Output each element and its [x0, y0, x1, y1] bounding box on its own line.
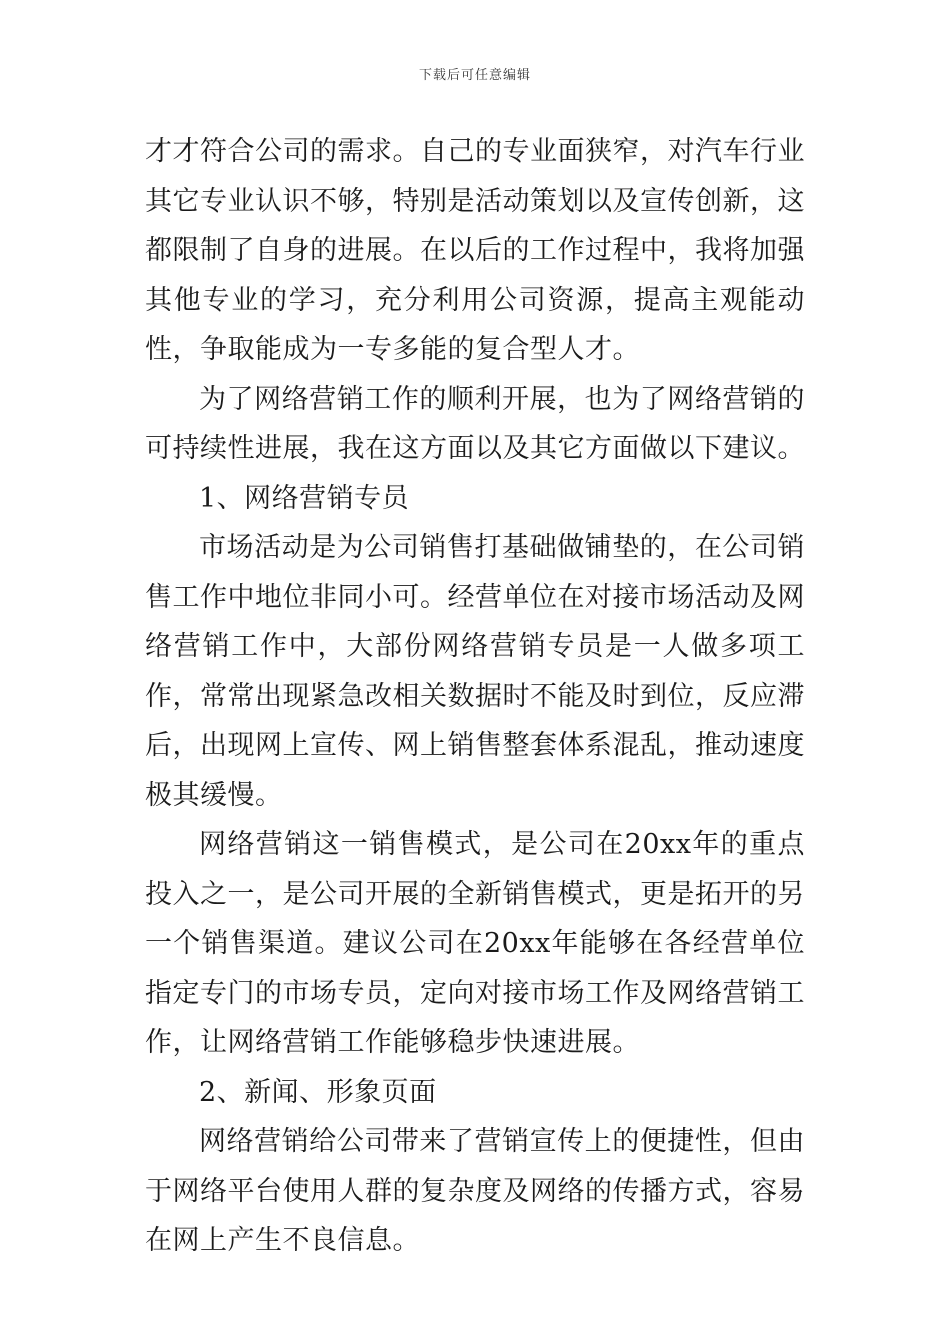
body-paragraph: 网络营销这一销售模式，是公司在20xx年的重点投入之一，是公司开展的全新销售模式，更是拓开的另一个销售渠道。建议公司在20xx年能够在各经营单位指定专门的市场专员，定向对接市场工作及网络营销工作，让网络营销工作能够稳步快速进展。 — [145, 829, 805, 1058]
body-paragraph: 为了网络营销工作的顺利开展，也为了网络营销的可持续性进展，我在这方面以及其它方面做以下建议。 — [145, 383, 805, 464]
section-heading-2: 2、新闻、形象页面 — [199, 1076, 437, 1108]
body-paragraph: 市场活动是为公司销售打基础做铺垫的，在公司销售工作中地位非同小可。经营单位在对接市场活动及网络营销工作中，大部份网络营销专员是一人做多项工作，常常出现紧急改相关数据时不能及时到位，反应滞后，出现网上宣传、网上销售整套体系混乱，推动速度极其缓慢。 — [145, 532, 805, 811]
body-paragraph: 才才符合公司的需求。自己的专业面狭窄，对汽车行业其它专业认识不够，特别是活动策划以及宣传创新，这都限制了自身的进展。在以后的工作过程中，我将加强其他专业的学习，充分利用公司资源，提高主观能动性，争取能成为一专多能的复合型人才。 — [145, 136, 805, 365]
page-header: 下载后可任意编辑 — [418, 68, 531, 83]
section-heading-1: 1、网络营销专员 — [199, 482, 410, 514]
body-paragraph: 网络营销给公司带来了营销宣传上的便捷性，但由于网络平台使用人群的复杂度及网络的传播方式，容易在网上产生不良信息。 — [145, 1126, 805, 1256]
document-body — [145, 127, 805, 1266]
